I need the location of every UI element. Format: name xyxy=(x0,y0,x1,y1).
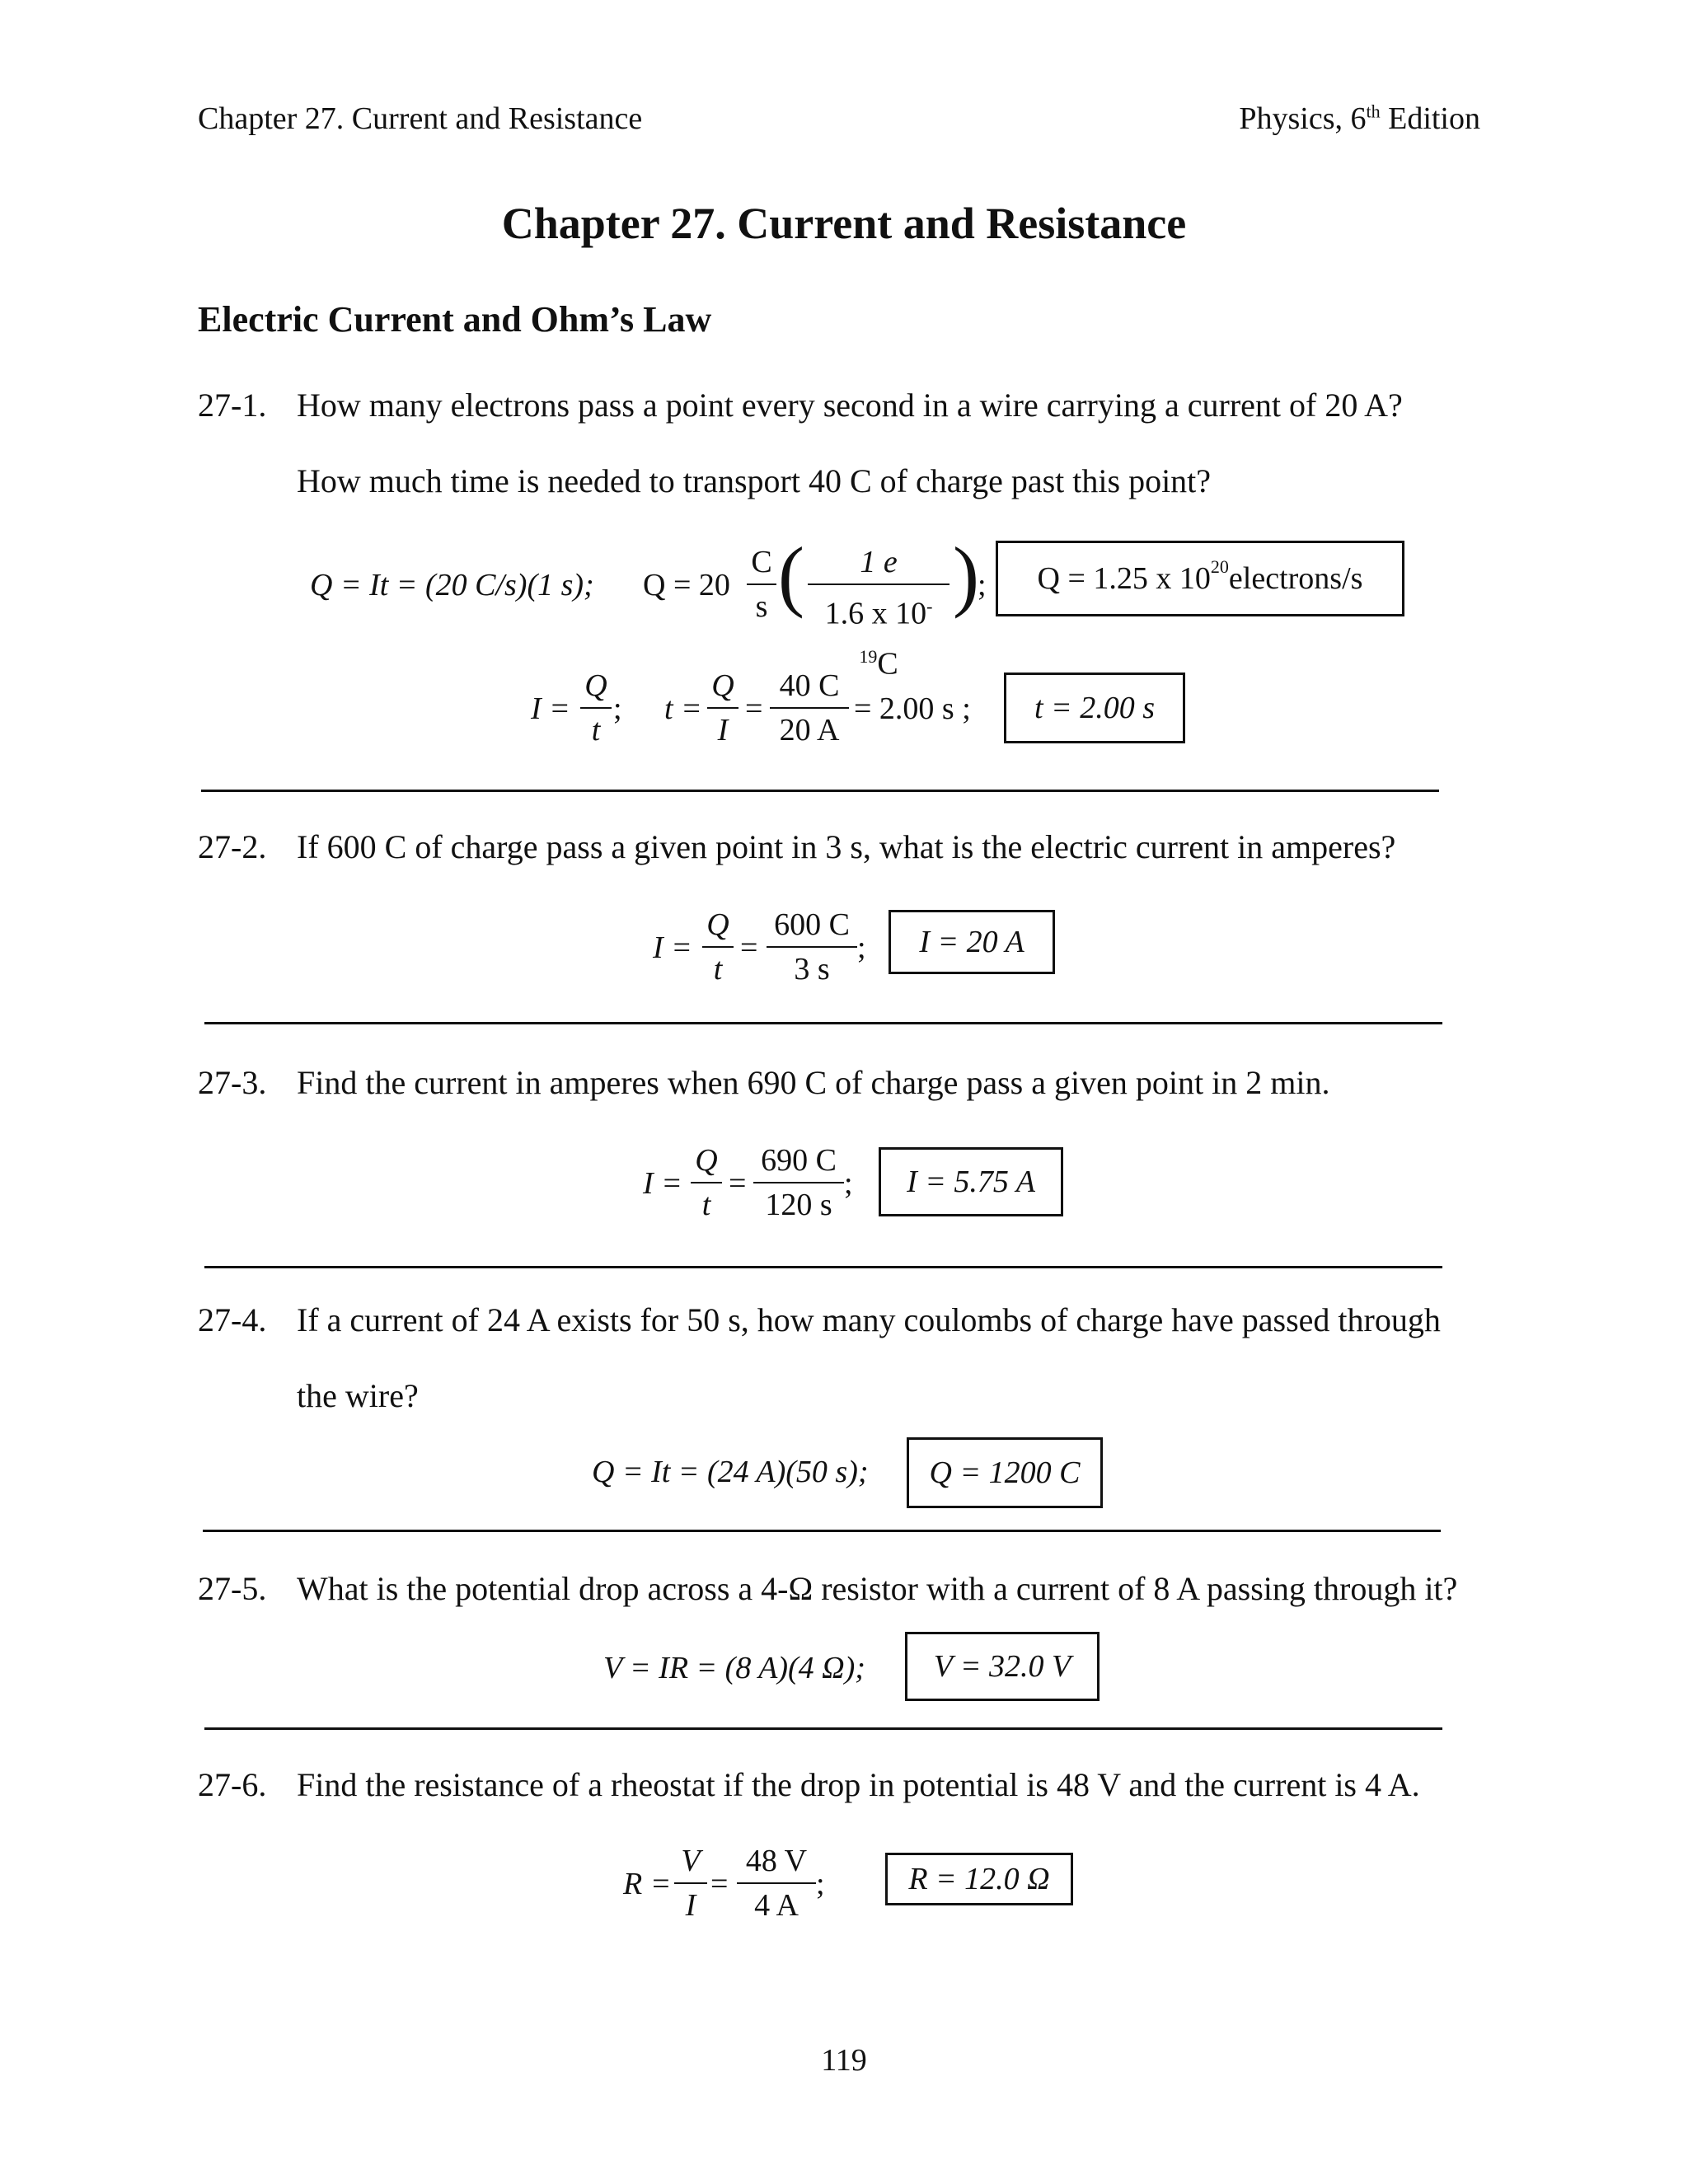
eq3-equals: = xyxy=(745,691,763,726)
eq2-lhs-text: I = xyxy=(531,691,570,726)
answer-box-27-3 xyxy=(879,1147,1063,1216)
p2-ans: I = 20 A xyxy=(919,925,1025,959)
page-title: Chapter 27. Current and Resistance xyxy=(501,199,1187,248)
problem-number-27-3: 27-3. xyxy=(198,1064,267,1101)
page-number: 119 xyxy=(821,2043,867,2078)
section-heading: Electric Current and Ohm’s Law xyxy=(198,299,712,340)
p3-den2: 120 s xyxy=(765,1188,832,1222)
problem-text-27-4-line2: the wire? xyxy=(297,1377,419,1414)
divider xyxy=(204,1266,1442,1268)
fraction-num: C xyxy=(751,545,772,579)
equation-charge-time xyxy=(310,567,594,603)
eq1a-text: Q = It = (20 C/s)(1 s); xyxy=(310,568,594,602)
p2-semicolon: ; xyxy=(857,930,866,965)
divider xyxy=(204,1727,1442,1730)
ans1-text: Q = 1.25 x 10 xyxy=(1037,561,1211,596)
header-edition-text: Physics, 6 xyxy=(1239,101,1367,136)
eq3-den: I xyxy=(717,713,729,748)
fraction-q-over-i xyxy=(707,664,738,752)
fraction-den: s xyxy=(755,589,768,624)
header-edition-sup: th xyxy=(1366,101,1381,122)
p6-den2: 4 A xyxy=(754,1888,799,1923)
problem-text-27-2: If 600 C of charge pass a given point in 3 s, what is the electric current in amperes? xyxy=(297,828,1396,865)
answer-box-27-4 xyxy=(907,1437,1103,1508)
p2-equals: = xyxy=(740,930,758,965)
problem-number-27-1: 27-1. xyxy=(198,387,267,424)
p6-fraction-v-over-i xyxy=(674,1840,707,1927)
problem-number-27-2: 27-2. xyxy=(198,828,267,865)
semicolon: ; xyxy=(978,568,987,602)
fraction-q-over-t xyxy=(580,664,612,752)
fraction-coulomb-per-second xyxy=(747,541,776,628)
right-paren: ) xyxy=(953,531,979,619)
problem-text-27-1-line2: How much time is needed to transport 40 C of charge past this point? xyxy=(297,462,1212,499)
p2-fraction-q-over-t xyxy=(702,903,734,991)
header-edition-end: Edition xyxy=(1380,101,1480,136)
p3-fraction-values xyxy=(753,1139,844,1226)
p3-ans: I = 5.75 A xyxy=(907,1165,1035,1199)
conv-num: 1 e xyxy=(860,545,898,579)
p3-equals: = xyxy=(729,1166,747,1201)
running-header-right xyxy=(1239,101,1480,137)
problem-text-27-3: Find the current in amperes when 690 C of charge pass a given point in 2 min. xyxy=(297,1064,1330,1101)
conv-den-end: C xyxy=(877,646,898,682)
answer-box-time xyxy=(1004,673,1185,743)
eq2-num: Q xyxy=(584,668,607,703)
p3-semicolon: ; xyxy=(844,1166,853,1201)
eq3-num: Q xyxy=(711,668,734,703)
p6-ans: R = 12.0 Ω xyxy=(908,1862,1050,1896)
p2-lhs-text: I = xyxy=(653,930,692,965)
eq3-num2: 40 C xyxy=(779,668,840,703)
eq2-semicolon: ; xyxy=(613,691,622,726)
problem-text-27-5: What is the potential drop across a 4-Ω resistor with a current of 8 A passing through it? xyxy=(297,1570,1458,1607)
answer-box-electrons xyxy=(996,541,1404,616)
p5-eq-text: V = IR = (8 A)(4 Ω); xyxy=(603,1651,865,1685)
divider xyxy=(201,790,1439,792)
ans1-sup: 20 xyxy=(1210,556,1229,577)
running-header-left: Chapter 27. Current and Resistance xyxy=(198,101,643,136)
eq3-lhs-text: t = xyxy=(664,691,702,726)
p5-ans: V = 32.0 V xyxy=(933,1649,1071,1684)
eq3-lhs xyxy=(664,691,702,727)
p3-den1: t xyxy=(701,1188,711,1222)
p6-lhs-text: R = xyxy=(623,1867,672,1901)
p4-eq-text: Q = It = (24 A)(50 s); xyxy=(592,1455,869,1489)
p6-equals: = xyxy=(710,1867,729,1901)
p2-den1: t xyxy=(713,952,723,987)
eq3-result: = 2.00 s ; xyxy=(854,691,971,726)
p6-num2: 48 V xyxy=(745,1844,808,1878)
answer-box-27-6 xyxy=(885,1853,1073,1905)
eq2-den: t xyxy=(591,713,601,748)
p6-den1: I xyxy=(685,1888,696,1923)
p3-num1: Q xyxy=(695,1143,718,1178)
answer-box-27-2 xyxy=(889,910,1055,974)
divider xyxy=(203,1530,1441,1532)
p2-num1: Q xyxy=(706,907,729,942)
p6-lhs xyxy=(623,1866,671,1902)
p2-fraction-values xyxy=(767,903,857,991)
eq2-lhs xyxy=(531,691,570,727)
left-paren: ( xyxy=(778,531,804,619)
conv-den: 1.6 x 10 xyxy=(824,596,927,631)
conv-den-sup: -19 xyxy=(859,596,933,667)
p2-num2: 600 C xyxy=(774,907,850,942)
problem-text-27-6: Find the resistance of a rheostat if the drop in potential is 48 V and the current is 4 A. xyxy=(297,1766,1420,1803)
problem-text-27-4-line1: If a current of 24 A exists for 50 s, how many coulombs of charge have passed through xyxy=(297,1301,1441,1338)
problem-number-27-6: 27-6. xyxy=(198,1766,267,1803)
p6-semicolon: ; xyxy=(816,1867,825,1901)
p3-num2: 690 C xyxy=(761,1143,837,1178)
fraction-40c-over-20a xyxy=(770,664,849,752)
p3-lhs-text: I = xyxy=(643,1166,682,1201)
ans1-end: electrons/s xyxy=(1228,561,1363,596)
p5-equation xyxy=(603,1650,865,1686)
p2-den2: 3 s xyxy=(794,952,830,987)
divider xyxy=(204,1022,1442,1024)
ans2-text: t = 2.00 s xyxy=(1034,691,1155,725)
problem-number-27-5: 27-5. xyxy=(198,1570,267,1607)
eq3-den2: 20 A xyxy=(779,713,840,748)
problem-text-27-1-line1: How many electrons pass a point every second in a wire carrying a current of 20 A? xyxy=(297,387,1403,424)
answer-box-27-5 xyxy=(905,1632,1100,1701)
p4-ans: Q = 1200 C xyxy=(929,1455,1081,1490)
p3-lhs xyxy=(643,1165,682,1202)
problem-number-27-4: 27-4. xyxy=(198,1301,267,1338)
p6-num1: V xyxy=(681,1844,701,1878)
p4-equation xyxy=(592,1454,869,1490)
p3-fraction-q-over-t xyxy=(691,1139,722,1226)
p6-fraction-values xyxy=(737,1840,816,1927)
equation-q-equals-20: Q = 20 xyxy=(643,568,730,602)
p2-lhs xyxy=(653,930,692,966)
